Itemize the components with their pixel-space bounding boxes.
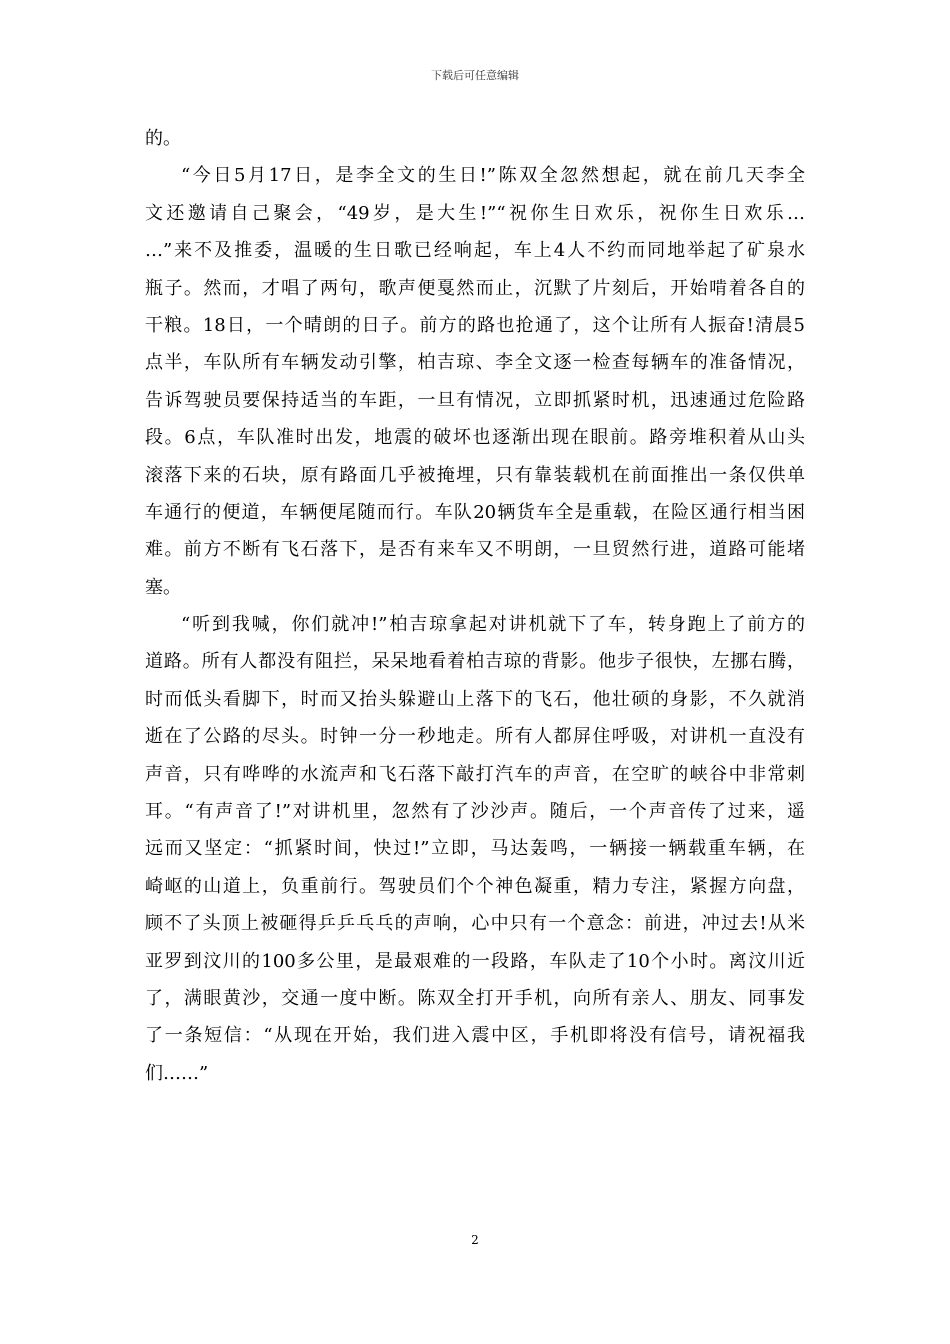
text-line: 瓶子。然而，才唱了两句，歌声便戛然而止，沉默了片刻后，开始啃着各自的 bbox=[145, 277, 805, 299]
text-line: 滚落下来的石块，原有路面几乎被掩埋，只有靠装载机在前面推出一条仅供单 bbox=[145, 464, 805, 486]
text-line: 车通行的便道，车辆便尾随而行。车队20辆货车全是重载，在险区通行相当困 bbox=[145, 501, 805, 523]
text-line: “今日5月17日，是李全文的生日!”陈双全忽然想起，就在前几天李全 bbox=[181, 165, 805, 187]
page-number: 2 bbox=[471, 1233, 479, 1247]
text-line: 亚罗到汶川的100多公里，是最艰难的一段路，车队走了10个小时。离汶川近 bbox=[145, 950, 805, 972]
text-line: 干粮。18日，一个晴朗的日子。前方的路也抢通了，这个让所有人振奋!清晨5 bbox=[145, 314, 805, 336]
text-line: 顾不了头顶上被砸得乒乒乓乓的声响，心中只有一个意念：前进，冲过去!从米 bbox=[145, 913, 805, 935]
text-line: 难。前方不断有飞石落下，是否有来车又不明朗，一旦贸然行进，道路可能堵 bbox=[145, 539, 805, 561]
text-line: “听到我喊，你们就冲!”柏吉琼拿起对讲机就下了车，转身跑上了前方的 bbox=[181, 614, 805, 636]
text-line: 崎岖的山道上，负重前行。驾驶员们个个神色凝重，精力专注，紧握方向盘， bbox=[145, 875, 805, 897]
text-line: 们……” bbox=[145, 1062, 209, 1084]
text-line: 耳。“有声音了!”对讲机里，忽然有了沙沙声。随后，一个声音传了过来，遥 bbox=[145, 801, 805, 823]
text-line: 远而又坚定：“抓紧时间，快过!”立即，马达轰鸣，一辆接一辆载重车辆，在 bbox=[145, 838, 805, 860]
text-line: 时而低头看脚下，时而又抬头躲避山上落下的飞石，他壮硕的身影，不久就消 bbox=[145, 688, 805, 710]
page-header: 下载后可任意编辑 bbox=[431, 69, 519, 82]
text-line: 塞。 bbox=[145, 576, 181, 598]
text-line: 点半，车队所有车辆发动引擎，柏吉琼、李全文逐一检查每辆车的准备情况， bbox=[145, 352, 805, 374]
body-text bbox=[145, 120, 805, 1092]
text-line: 段。6点，车队准时出发，地震的破坏也逐渐出现在眼前。路旁堆积着从山头 bbox=[145, 427, 805, 449]
text-line: …”来不及推委，温暖的生日歌已经响起，车上4人不约而同地举起了矿泉水 bbox=[145, 240, 805, 262]
text-line: 文还邀请自己聚会，“49岁，是大生!”“祝你生日欢乐，祝你生日欢乐… bbox=[145, 202, 805, 224]
text-line: 了一条短信：“从现在开始，我们进入震中区，手机即将没有信号，请祝福我 bbox=[145, 1025, 805, 1047]
text-line: 告诉驾驶员要保持适当的车距，一旦有情况，立即抓紧时机，迅速通过危险路 bbox=[145, 389, 805, 411]
text-line: 声音，只有哗哗的水流声和飞石落下敲打汽车的声音，在空旷的峡谷中非常刺 bbox=[145, 763, 805, 785]
text-line: 逝在了公路的尽头。时钟一分一秒地走。所有人都屏住呼吸，对讲机一直没有 bbox=[145, 726, 805, 748]
text-line: 的。 bbox=[145, 128, 181, 149]
text-line: 了，满眼黄沙，交通一度中断。陈双全打开手机，向所有亲人、朋友、同事发 bbox=[145, 987, 805, 1009]
text-line: 道路。所有人都没有阻拦，呆呆地看着柏吉琼的背影。他步子很快，左挪右腾， bbox=[145, 651, 805, 673]
